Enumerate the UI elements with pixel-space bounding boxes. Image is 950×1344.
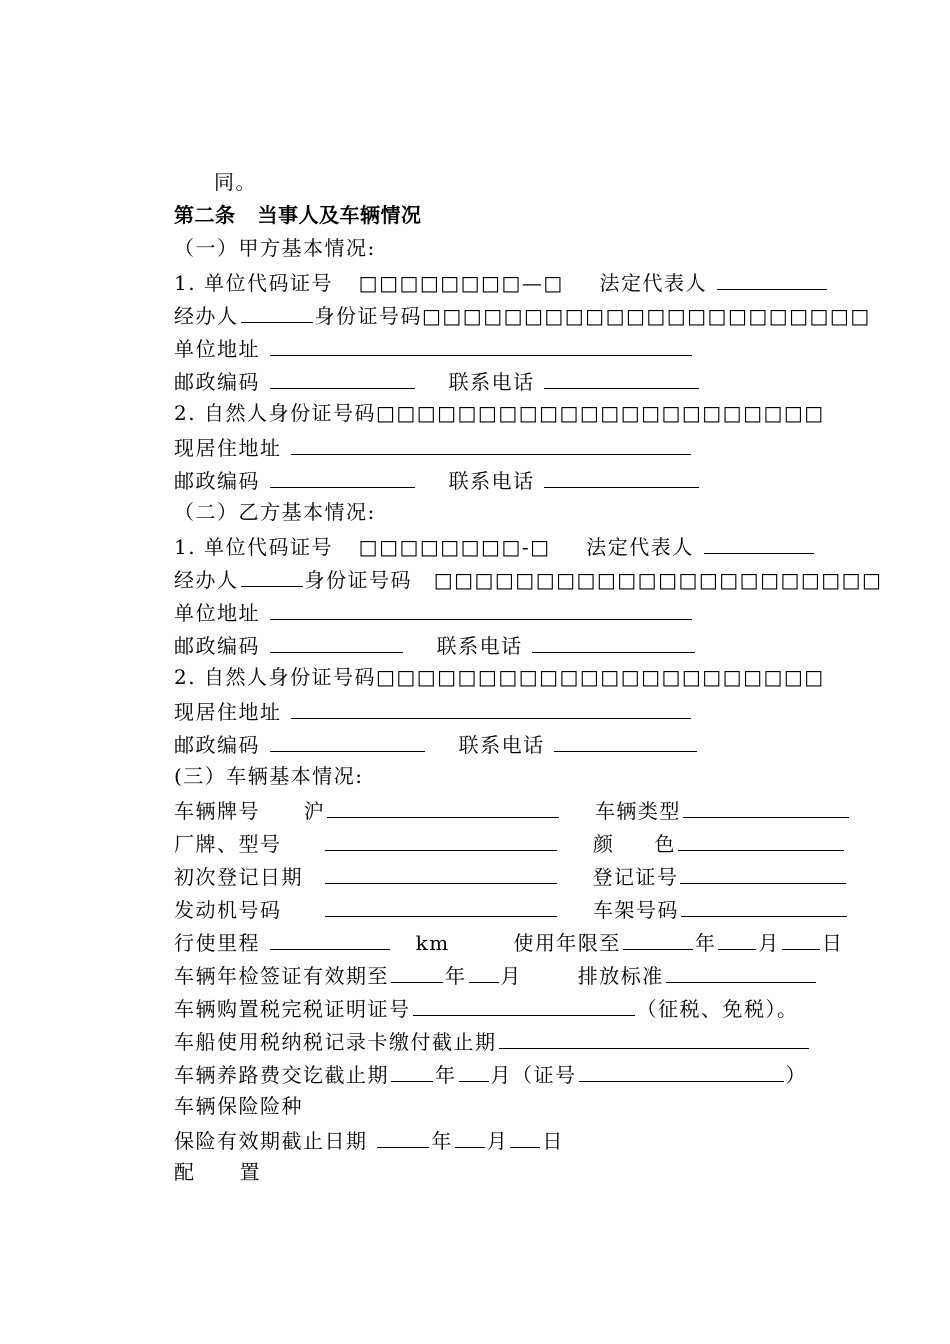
field-label: 法定代表人 <box>586 535 694 559</box>
blank-field[interactable] <box>579 1061 784 1082</box>
field-label: 经办人 <box>174 304 239 328</box>
field-label: 月 <box>758 931 780 955</box>
field-label: 单位地址 <box>174 601 260 625</box>
field-label: 经办人 <box>174 568 239 592</box>
blank-field[interactable] <box>469 962 499 983</box>
blank-field[interactable] <box>270 929 390 950</box>
form-row <box>174 1094 303 1118</box>
blank-field[interactable] <box>377 1127 429 1148</box>
field-label: （征税、免税）。 <box>636 997 799 1021</box>
field-label: 年 <box>445 964 467 988</box>
id-boxes: □□□□□□□□□□□□□□□□□□□□□□ <box>433 568 883 592</box>
form-row <box>174 698 693 724</box>
field-label: ） <box>785 1063 807 1087</box>
section-heading <box>174 236 376 260</box>
form-row <box>174 302 871 328</box>
field-label: 车辆保险险种 <box>174 1094 303 1118</box>
form-row <box>174 665 825 689</box>
form-row <box>174 863 848 889</box>
form-row <box>174 533 816 559</box>
blank-field[interactable] <box>270 467 415 488</box>
field-label: 1. 单位代码证号 <box>174 271 333 295</box>
section-heading <box>174 500 376 524</box>
blank-field[interactable] <box>241 566 303 587</box>
text: (三）车辆基本情况: <box>174 764 364 788</box>
field-label: 颜 <box>592 832 615 856</box>
form-row <box>174 368 701 394</box>
blank-field[interactable] <box>325 863 557 884</box>
field-label: 沪 <box>303 799 326 823</box>
field-label: 车辆类型 <box>594 799 681 823</box>
blank-field[interactable] <box>270 599 692 620</box>
blank-field[interactable] <box>291 434 691 455</box>
field-label: 发动机号码 <box>174 898 282 922</box>
blank-field[interactable] <box>459 1061 489 1082</box>
form-row <box>174 401 825 425</box>
blank-field[interactable] <box>270 632 403 653</box>
code-boxes: □□□□□□□□—□ <box>358 271 564 295</box>
field-label: 色 <box>654 832 676 856</box>
form-row <box>174 1061 807 1087</box>
form-row <box>174 830 846 856</box>
field-label: 日 <box>542 1129 564 1153</box>
form-row <box>174 467 701 493</box>
blank-field[interactable] <box>666 962 816 983</box>
field-label: 日 <box>821 931 844 955</box>
blank-field[interactable] <box>782 929 820 950</box>
blank-field[interactable] <box>499 1028 809 1049</box>
field-label: 年 <box>435 1063 457 1087</box>
field-label: 排放标准 <box>577 964 664 988</box>
blank-field[interactable] <box>532 632 695 653</box>
field-label: 年 <box>431 1129 453 1153</box>
code-boxes: □□□□□□□□-□ <box>358 535 551 559</box>
field-label: 车架号码 <box>592 898 679 922</box>
field-label: 置 <box>239 1160 261 1184</box>
form-row <box>174 335 694 361</box>
field-label: 2. 自然人身份证号码□□□□□□□□□□□□□□□□□□□□□□ <box>174 665 825 689</box>
section-heading <box>174 764 364 788</box>
field-label: 厂牌、型号 <box>174 832 282 856</box>
form-row <box>174 599 694 625</box>
field-label: 现居住地址 <box>174 436 282 460</box>
field-label: 行使里程 <box>174 931 260 955</box>
article-heading <box>174 203 422 227</box>
blank-field[interactable] <box>678 830 844 851</box>
field-label: 法定代表人 <box>599 271 707 295</box>
field-label: 车辆牌号 <box>174 799 260 823</box>
article-title: 当事人及车辆情况 <box>257 203 422 227</box>
blank-field[interactable] <box>554 731 697 752</box>
field-label: 联系电话 <box>448 370 535 394</box>
field-label: 年 <box>694 931 717 955</box>
blank-field[interactable] <box>680 863 846 884</box>
field-label: 车船使用税纳税记录卡缴付截止期 <box>174 1030 497 1054</box>
text: （一）甲方基本情况: <box>174 236 376 260</box>
blank-field[interactable] <box>683 797 849 818</box>
field-label: 月 <box>486 1129 509 1153</box>
field-label: 使用年限至 <box>513 931 621 955</box>
blank-field[interactable] <box>291 698 691 719</box>
blank-field[interactable] <box>623 929 693 950</box>
blank-field[interactable] <box>327 797 559 818</box>
blank-field[interactable] <box>717 269 827 290</box>
blank-field[interactable] <box>681 896 847 917</box>
form-row <box>174 1028 811 1054</box>
field-label: 1. 单位代码证号 <box>174 535 333 559</box>
blank-field[interactable] <box>241 302 313 323</box>
field-label: 车辆养路费交讫截止期 <box>174 1063 389 1087</box>
field-label: 联系电话 <box>458 733 545 757</box>
blank-field[interactable] <box>270 335 692 356</box>
field-label: 邮政编码 <box>174 370 260 394</box>
field-label: 月 <box>500 964 522 988</box>
field-label: 月（证号 <box>490 1063 577 1087</box>
blank-field[interactable] <box>704 533 814 554</box>
field-label: 2. 自然人身份证号码□□□□□□□□□□□□□□□□□□□□□□ <box>174 401 825 425</box>
field-label: 登记证号 <box>592 865 679 889</box>
form-row <box>174 1160 261 1184</box>
text: 同。 <box>214 170 257 194</box>
blank-field[interactable] <box>455 1127 485 1148</box>
form-row <box>174 566 882 592</box>
blank-field[interactable] <box>270 368 415 389</box>
blank-field[interactable] <box>391 962 443 983</box>
form-row <box>174 929 843 955</box>
form-row <box>174 962 818 988</box>
blank-field[interactable] <box>391 1061 433 1082</box>
text: （二）乙方基本情况: <box>174 500 376 524</box>
blank-field[interactable] <box>413 995 635 1016</box>
field-label: 保险有效期截止日期 <box>174 1129 368 1153</box>
field-label: 邮政编码 <box>174 733 260 757</box>
field-label: 邮政编码 <box>174 469 260 493</box>
article-number: 第二条 <box>174 203 236 227</box>
form-row <box>174 434 693 460</box>
field-label: 现居住地址 <box>174 700 282 724</box>
form-row <box>174 797 851 823</box>
field-label: 邮政编码 <box>174 634 260 658</box>
blank-field[interactable] <box>544 368 699 389</box>
field-label: 身份证号码 <box>304 568 412 592</box>
form-row <box>174 269 829 295</box>
unit-label: km <box>415 931 450 955</box>
form-row <box>174 632 697 658</box>
field-label: 身份证号码□□□□□□□□□□□□□□□□□□□□□□ <box>314 304 871 328</box>
form-row <box>174 896 849 922</box>
text-line <box>214 170 257 194</box>
blank-field[interactable] <box>718 929 756 950</box>
blank-field[interactable] <box>510 1127 540 1148</box>
field-label: 联系电话 <box>448 469 535 493</box>
blank-field[interactable] <box>325 830 557 851</box>
blank-field[interactable] <box>325 896 557 917</box>
form-row <box>174 731 699 757</box>
form-row <box>174 1127 564 1153</box>
form-row <box>174 995 799 1021</box>
field-label: 配 <box>174 1160 196 1184</box>
field-label: 车辆购置税完税证明证号 <box>174 997 411 1021</box>
blank-field[interactable] <box>270 731 425 752</box>
field-label: 单位地址 <box>174 337 260 361</box>
field-label: 初次登记日期 <box>174 865 303 889</box>
field-label: 车辆年检签证有效期至 <box>174 964 389 988</box>
blank-field[interactable] <box>544 467 699 488</box>
field-label: 联系电话 <box>436 634 523 658</box>
